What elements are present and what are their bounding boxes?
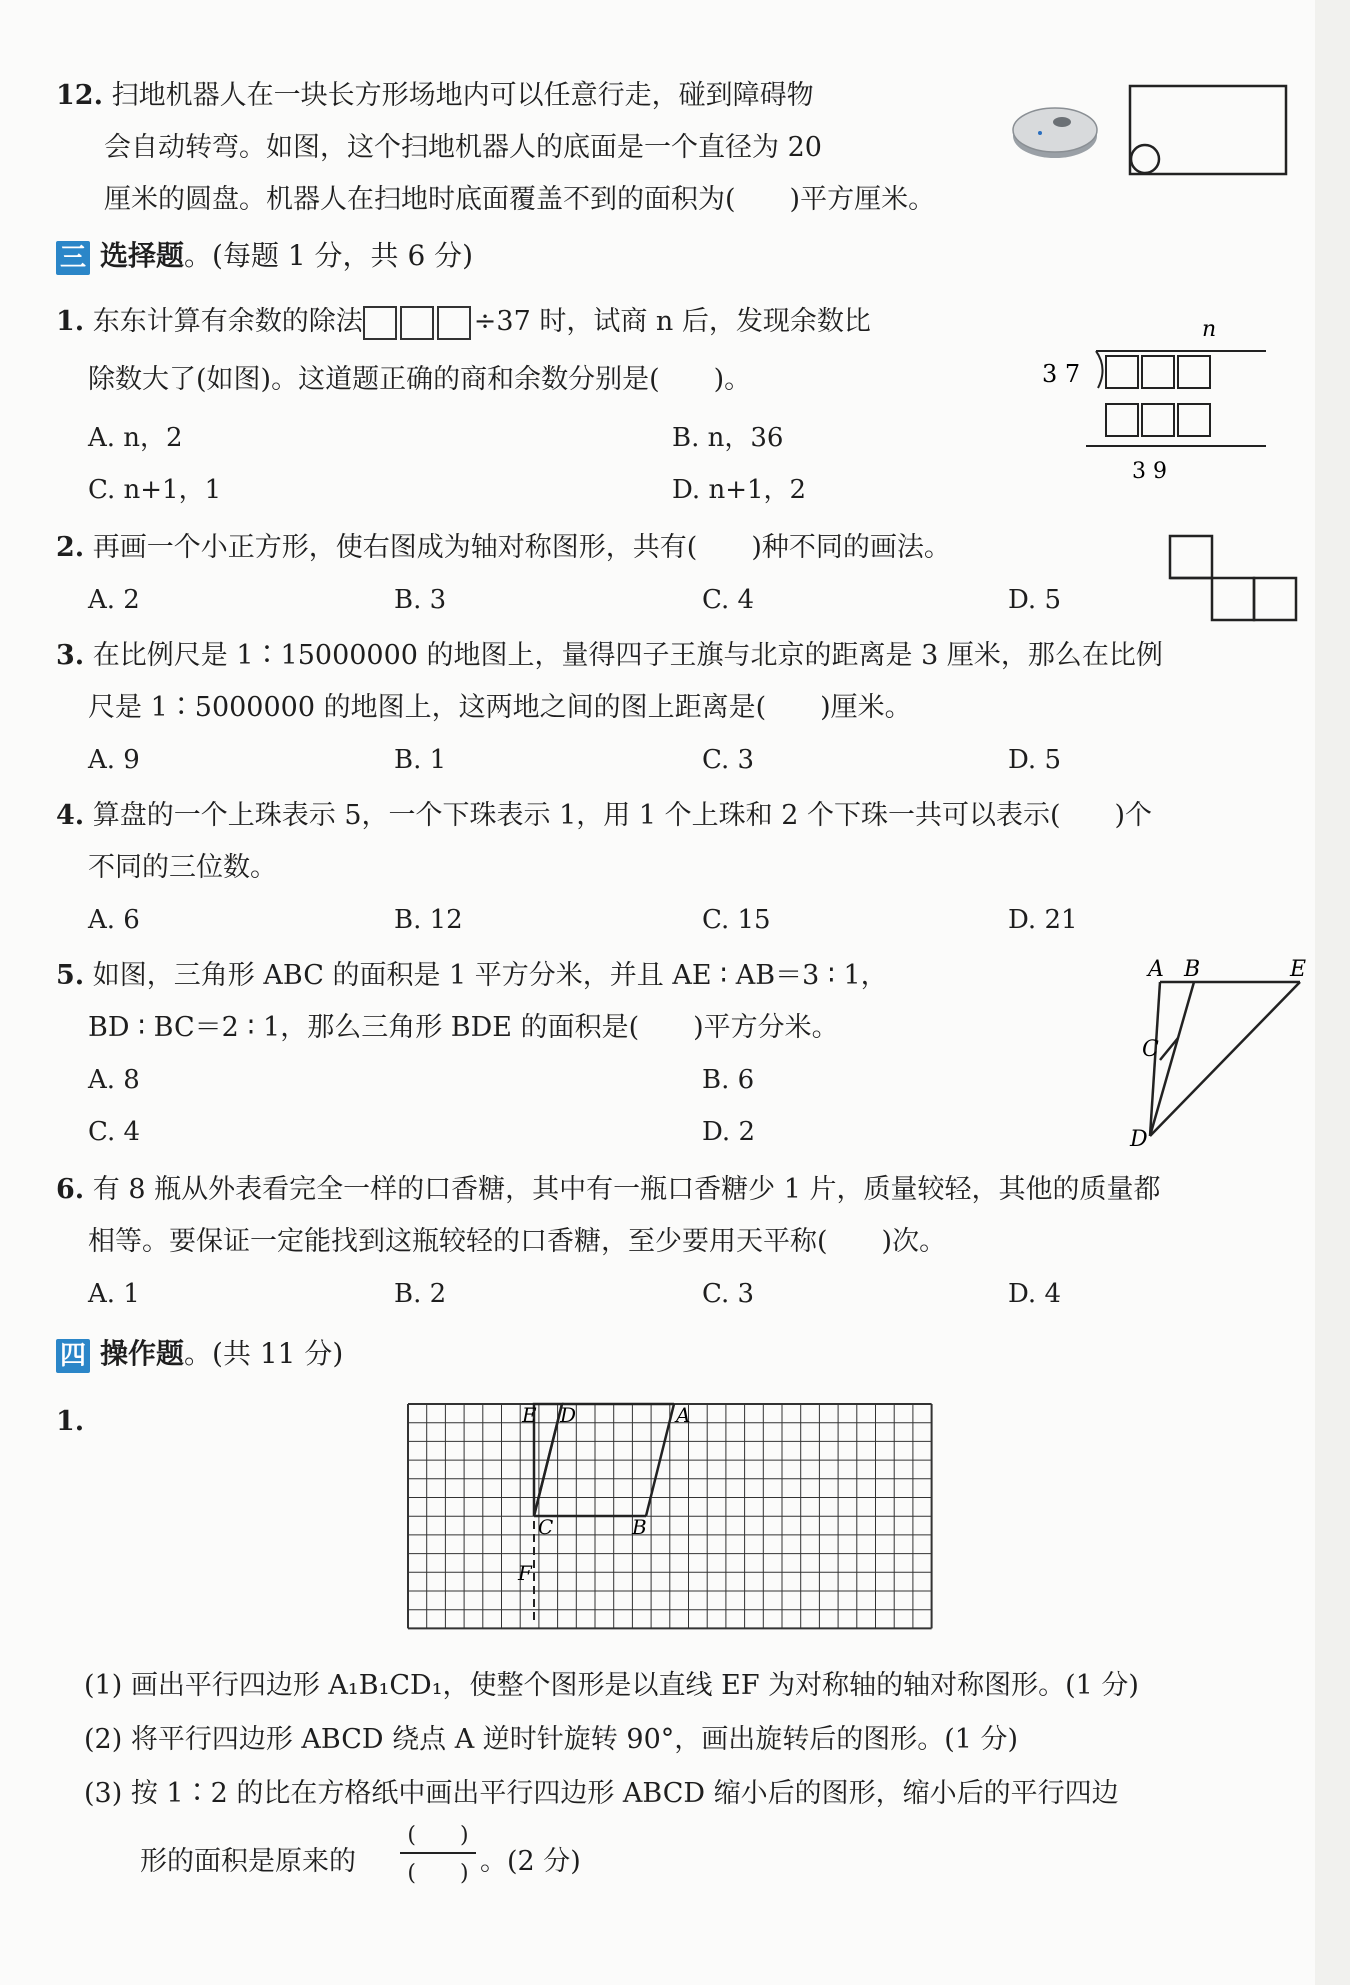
o1-sub2: (2) 将平行四边形 ABCD 绕点 A 逆时针旋转 90°，画出旋转后的图形。(1 分) bbox=[84, 1724, 1019, 1755]
c4-number: 4. bbox=[56, 800, 85, 831]
grid-label-a: A bbox=[676, 1403, 691, 1427]
fraction-bar bbox=[400, 1852, 476, 1854]
c1-option-c: C. n+1，1 bbox=[88, 475, 222, 505]
c5-option-d: D. 2 bbox=[702, 1117, 755, 1147]
grid-lines bbox=[408, 1404, 932, 1628]
c4-line1 bbox=[56, 796, 1152, 836]
c3-line1 bbox=[56, 636, 1163, 676]
grid-label-f: F bbox=[518, 1561, 532, 1585]
c2-option-b: B. 3 bbox=[394, 585, 447, 615]
digit-box bbox=[1178, 404, 1210, 436]
c4-text1: 算盘的一个上珠表示 5，一个下珠表示 1，用 1 个上珠和 2 个下珠一共可以表示( )个 bbox=[92, 800, 1153, 831]
digit-box bbox=[1178, 356, 1210, 388]
fraction-denominator: ( ) bbox=[407, 1861, 469, 1886]
c1-option-a: A. n，2 bbox=[88, 423, 183, 453]
c2-text1: 再画一个小正方形，使右图成为轴对称图形，共有( )种不同的画法。 bbox=[92, 532, 951, 563]
triangle-label-e: E bbox=[1290, 957, 1307, 982]
c4-option-a: A. 6 bbox=[88, 905, 140, 935]
grid-label-b: B bbox=[632, 1515, 647, 1539]
c5-text1: 如图，三角形 ABC 的面积是 1 平方分米，并且 AE ∶ AB＝3 ∶ 1， bbox=[92, 960, 888, 991]
c3-option-b: B. 1 bbox=[394, 745, 447, 775]
c1-option-b: B. n，36 bbox=[672, 423, 784, 453]
c6-text1: 有 8 瓶从外表看完全一样的口香糖，其中有一瓶口香糖少 1 片，质量较轻，其他的质量都 bbox=[92, 1174, 1161, 1205]
digit-box bbox=[1142, 404, 1174, 436]
triangle-label-a: A bbox=[1148, 957, 1164, 982]
triangle-label-c: C bbox=[1142, 1037, 1159, 1062]
o1-sub3-line2-post: 。(2 分) bbox=[480, 1846, 581, 1877]
c3-option-d: D. 5 bbox=[1008, 745, 1061, 775]
section4-title: 操作题 bbox=[100, 1337, 185, 1370]
c2-option-c: C. 4 bbox=[702, 585, 755, 615]
c4-option-b: B. 12 bbox=[394, 905, 463, 935]
c2-option-a: A. 2 bbox=[88, 585, 140, 615]
c6-option-d: D. 4 bbox=[1008, 1279, 1061, 1309]
grid-label-e: E bbox=[522, 1403, 537, 1427]
digit-box bbox=[1142, 356, 1174, 388]
page-edge bbox=[1315, 0, 1350, 1985]
c1-text1b: ÷37 时，试商 n 后，发现余数比 bbox=[473, 306, 871, 337]
c6-number: 6. bbox=[56, 1174, 85, 1205]
section3-header bbox=[56, 236, 473, 276]
section3-title: 选择题 bbox=[100, 239, 185, 272]
c5-option-b: B. 6 bbox=[702, 1065, 755, 1095]
field-diagram bbox=[1128, 82, 1298, 182]
c3-text1: 在比例尺是 1∶15000000 的地图上，量得四子王旗与北京的距离是 3 厘米，那么在比例 bbox=[92, 640, 1163, 671]
o1-number-line bbox=[56, 1402, 84, 1442]
q12-text1: 扫地机器人在一块长方形场地内可以任意行走，碰到障碍物 bbox=[111, 80, 814, 111]
c1-option-d: D. n+1，2 bbox=[672, 475, 807, 505]
squares-figure bbox=[1168, 534, 1306, 626]
o1-sub3-line2-pre: 形的面积是原来的 bbox=[140, 1846, 356, 1877]
c6-option-b: B. 2 bbox=[394, 1279, 447, 1309]
long-division-figure bbox=[1036, 306, 1276, 496]
c5-option-a: A. 8 bbox=[88, 1065, 140, 1095]
digit-box bbox=[363, 306, 397, 340]
triangle-label-d: D bbox=[1130, 1127, 1148, 1150]
c1-line1 bbox=[56, 302, 871, 342]
c6-option-a: A. 1 bbox=[88, 1279, 140, 1309]
c3-number: 3. bbox=[56, 640, 85, 671]
c2-number: 2. bbox=[56, 532, 85, 563]
c5-option-c: C. 4 bbox=[88, 1117, 141, 1147]
c5-number: 5. bbox=[56, 960, 85, 991]
c4-option-d: D. 21 bbox=[1008, 905, 1078, 935]
q12-line3: 厘米的圆盘。机器人在扫地时底面覆盖不到的面积为( )平方厘米。 bbox=[104, 184, 936, 215]
c4-line2: 不同的三位数。 bbox=[88, 852, 277, 883]
q12-number: 12. bbox=[56, 80, 103, 111]
fraction-numerator: ( ) bbox=[407, 1823, 469, 1848]
digit-box bbox=[1106, 404, 1138, 436]
c5-line1 bbox=[56, 956, 888, 996]
robot-vacuum-image bbox=[1010, 100, 1100, 162]
section4-note: 。(共 11 分) bbox=[184, 1337, 344, 1370]
c6-line2: 相等。要保证一定能找到这瓶较轻的口香糖，至少要用天平称( )次。 bbox=[88, 1226, 947, 1257]
digit-box bbox=[400, 306, 434, 340]
grid-label-d: D bbox=[560, 1403, 577, 1427]
section4-badge: 四 bbox=[56, 1339, 90, 1373]
c5-line2: BD ∶ BC＝2 ∶ 1，那么三角形 BDE 的面积是( )平方分米。 bbox=[88, 1012, 839, 1043]
c1-number: 1. bbox=[56, 306, 85, 337]
q12-line1 bbox=[56, 76, 814, 116]
digit-box bbox=[1106, 356, 1138, 388]
c3-option-a: A. 9 bbox=[88, 745, 140, 775]
triangle-label-b: B bbox=[1184, 957, 1201, 982]
section3-note: 。(每题 1 分，共 6 分) bbox=[184, 239, 474, 272]
grid-label-c: C bbox=[538, 1515, 554, 1539]
q12-line2: 会自动转弯。如图，这个扫地机器人的底面是一个直径为 20 bbox=[104, 132, 822, 163]
c1-text1a: 东东计算有余数的除法 bbox=[92, 306, 363, 337]
robot-disc-circle bbox=[1131, 145, 1159, 173]
c2-line1 bbox=[56, 528, 951, 568]
division-remainder: 3 9 bbox=[1132, 459, 1167, 484]
c2-option-d: D. 5 bbox=[1008, 585, 1061, 615]
section4-header bbox=[56, 1334, 343, 1374]
c6-option-c: C. 3 bbox=[702, 1279, 755, 1309]
triangle-figure bbox=[1090, 950, 1310, 1150]
c6-line1 bbox=[56, 1170, 1160, 1210]
digit-box bbox=[437, 306, 471, 340]
o1-sub3-line1: (3) 按 1∶2 的比在方格纸中画出平行四边形 ABCD 缩小后的图形，缩小后的平行四边 bbox=[84, 1778, 1119, 1809]
o1-number: 1. bbox=[56, 1406, 85, 1437]
grid-figure bbox=[400, 1396, 954, 1636]
section3-badge: 三 bbox=[56, 241, 90, 275]
c4-option-c: C. 15 bbox=[702, 905, 771, 935]
division-quotient: n bbox=[1202, 317, 1217, 342]
c1-line2: 除数大了(如图)。这道题正确的商和余数分别是( )。 bbox=[88, 364, 752, 395]
field-rectangle bbox=[1130, 86, 1286, 174]
o1-sub1: (1) 画出平行四边形 A₁B₁CD₁，使整个图形是以直线 EF 为对称轴的轴对称图形。(1 分) bbox=[84, 1670, 1139, 1701]
division-divisor: 3 7 bbox=[1042, 360, 1081, 388]
c3-option-c: C. 3 bbox=[702, 745, 755, 775]
c3-line2: 尺是 1∶5000000 的地图上，这两地之间的图上距离是( )厘米。 bbox=[88, 692, 912, 723]
